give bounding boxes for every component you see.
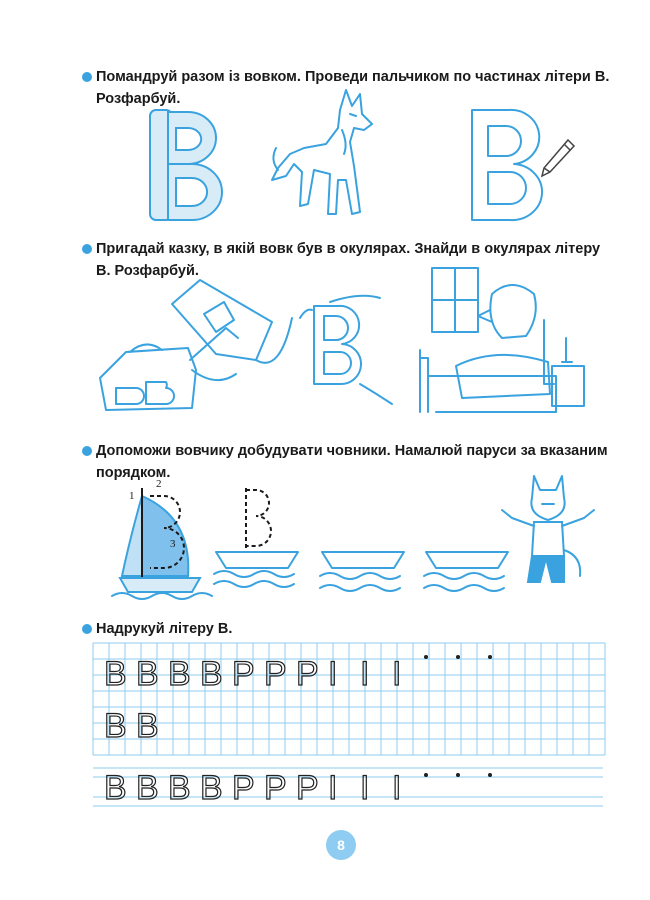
stroke-number-3: 3	[170, 538, 176, 550]
stroke-number-2: 2	[156, 478, 162, 490]
pencil-icon	[540, 138, 576, 178]
copy-letter: I	[392, 655, 402, 693]
copy-letter: I	[328, 769, 338, 807]
continuation-dots	[424, 773, 494, 779]
copy-letter: B	[104, 655, 127, 693]
task-3-instruction: Допоможи вовчику добудувати човники. Намалюй паруси за вказаним порядком.	[96, 443, 608, 481]
wolf-shrugging-illustration	[498, 470, 598, 590]
copy-letter: I	[392, 769, 402, 807]
copy-letter: P	[232, 769, 255, 807]
copy-letter: B	[136, 655, 159, 693]
copy-row-1	[104, 656, 424, 696]
copy-letter: P	[264, 769, 287, 807]
stroke-number-1: 1	[129, 490, 135, 502]
copy-letter: B	[104, 769, 127, 807]
task-1-instruction: Помандруй разом із вовком. Проведи пальчиком по частинах літери В. Розфарбуй.	[96, 69, 610, 107]
copy-letter: B	[168, 769, 191, 807]
copy-letter: B	[136, 707, 159, 745]
copy-row-2	[104, 708, 168, 748]
large-letter-b-filled	[148, 108, 228, 223]
copy-letter: I	[360, 655, 370, 693]
boat-hull-with-letter	[212, 486, 302, 586]
boat-hull-illustration	[318, 548, 408, 598]
grandma-wolf-bed-illustration	[416, 266, 586, 416]
task-4-instruction: Надрукуй літеру В.	[96, 621, 233, 637]
copy-letter: P	[232, 655, 255, 693]
glasses-illustration	[96, 278, 296, 418]
wolf-illustration	[268, 84, 378, 224]
copy-letter: P	[264, 655, 287, 693]
letter-b-with-squiggle	[300, 288, 395, 408]
continuation-dots	[424, 655, 494, 661]
large-letter-b-outline	[468, 108, 548, 223]
copy-letter: B	[104, 707, 127, 745]
copy-letter: I	[360, 769, 370, 807]
copy-row-3	[104, 770, 424, 810]
task-2-instruction: Пригадай казку, в якій вовк був в окулярах. Знайди в окулярах літеру В. Розфарбуй.	[96, 241, 601, 279]
copy-letter: B	[136, 769, 159, 807]
page-number: 8	[326, 830, 356, 860]
copy-letter: B	[200, 769, 223, 807]
copy-letter: B	[200, 655, 223, 693]
copy-letter: P	[296, 769, 319, 807]
copy-letter: P	[296, 655, 319, 693]
copy-letter: I	[328, 655, 338, 693]
copy-letter: B	[168, 655, 191, 693]
